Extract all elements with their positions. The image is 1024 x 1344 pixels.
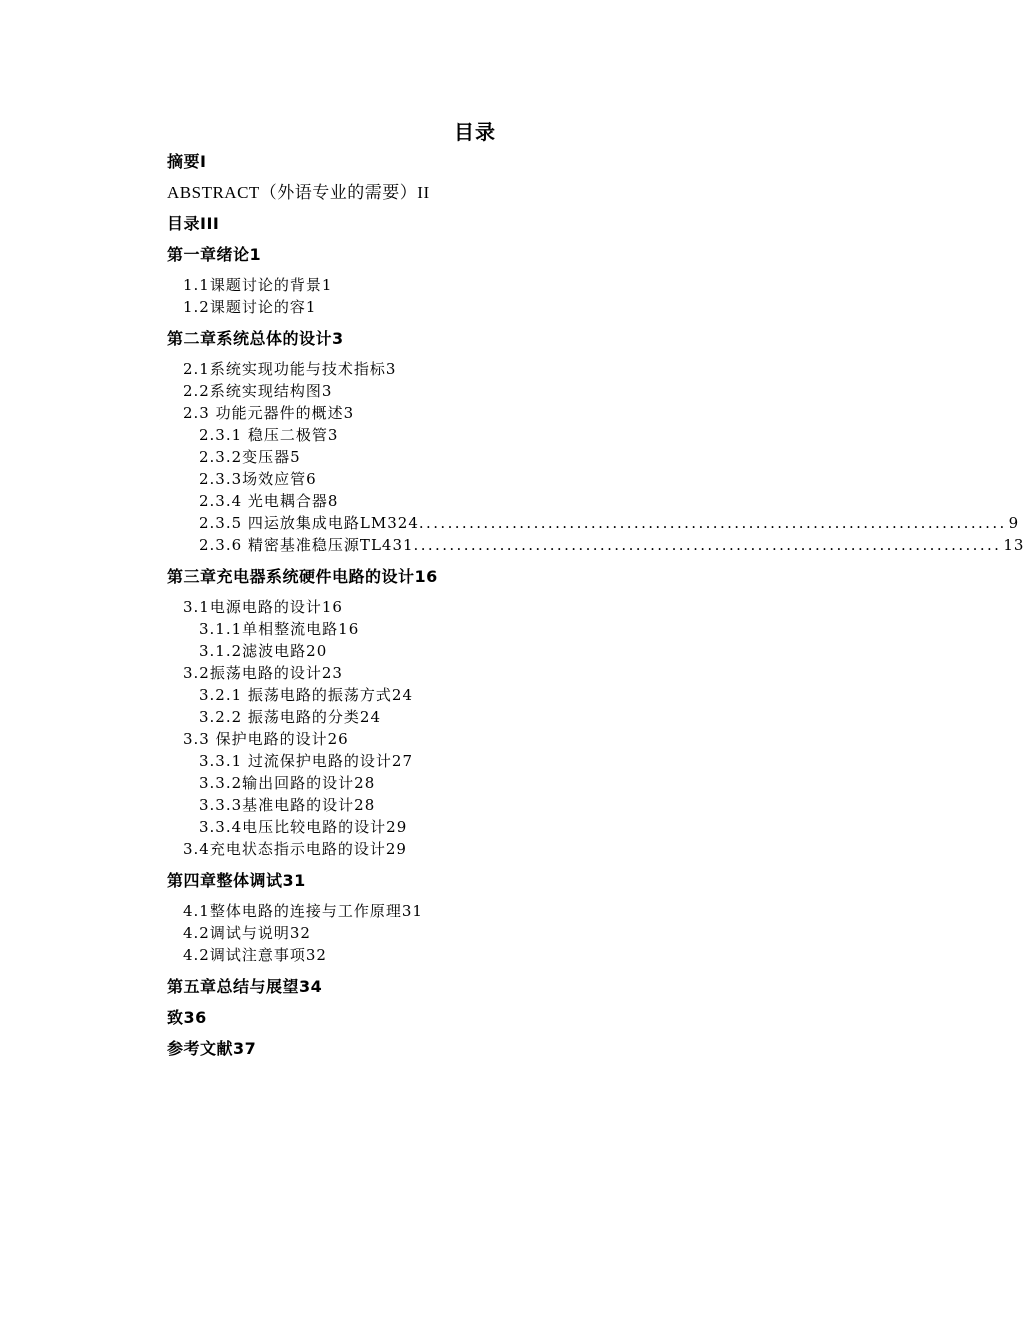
toc-chapter-1-sections (167, 274, 847, 318)
toc-section-3-4[interactable]: 3.4充电状态指示电路的设计29 (183, 840, 407, 858)
toc-section-3-3[interactable]: 3.3 保护电路的设计26 (183, 730, 349, 748)
toc-section-3-2[interactable]: 3.2振荡电路的设计23 (183, 664, 343, 682)
toc-chapter-5[interactable]: 第五章总结与展望34 (167, 977, 323, 996)
toc-entry-text: 2.3.6 精密基准稳压源TL431 (199, 536, 414, 554)
toc-section-1-1[interactable]: 1.1课题讨论的背景1 (183, 276, 333, 294)
toc-section-3-1-1[interactable]: 3.1.1单相整流电路16 (199, 620, 360, 638)
toc-section-2-3-3[interactable]: 2.3.3场效应管6 (199, 470, 317, 488)
toc-section-4-1[interactable]: 4.1整体电路的连接与工作原理31 (183, 902, 423, 920)
toc-section-3-3-2[interactable]: 3.3.2输出回路的设计28 (199, 774, 376, 792)
toc-section-2-3-6[interactable] (167, 534, 1024, 556)
toc-section-1-2[interactable]: 1.2课题讨论的容1 (183, 298, 317, 316)
toc-section-3-3-4[interactable]: 3.3.4电压比较电路的设计29 (199, 818, 408, 836)
toc-section-3-2-2[interactable]: 3.2.2 振荡电路的分类24 (199, 708, 382, 726)
dot-leader: .................................................................................. (413, 536, 1002, 554)
dot-leader: .................................................................................. (418, 514, 1007, 532)
toc-page-number: 9 (1008, 514, 1020, 532)
toc-section-2-1[interactable]: 2.1系统实现功能与技术指标3 (183, 360, 397, 378)
toc-chapter-4[interactable]: 第四章整体调试31 (167, 871, 306, 890)
toc-section-2-3-4[interactable]: 2.3.4 光电耦合器8 (199, 492, 339, 510)
toc-section-4-2b[interactable]: 4.2调试注意事项32 (183, 946, 327, 964)
toc-section-3-1-2[interactable]: 3.1.2滤波电路20 (199, 642, 328, 660)
toc-section-3-3-3[interactable]: 3.3.3基准电路的设计28 (199, 796, 376, 814)
toc-entry-abstract-cn[interactable]: 摘要I (167, 152, 207, 171)
toc-chapter-2[interactable]: 第二章系统总体的设计3 (167, 329, 344, 348)
toc-entry-contents[interactable]: 目录III (167, 214, 220, 233)
table-of-contents (167, 148, 1024, 1059)
toc-chapter-1[interactable]: 第一章绪论1 (167, 245, 262, 264)
page-title: 目录 (454, 120, 496, 144)
toc-entry-thanks[interactable]: 致36 (167, 1008, 207, 1027)
toc-chapter-3-sections (167, 596, 847, 860)
toc-section-2-3-2[interactable]: 2.3.2变压器5 (199, 448, 301, 466)
toc-section-2-3-1[interactable]: 2.3.1 稳压二极管3 (199, 426, 339, 444)
toc-section-2-2[interactable]: 2.2系统实现结构图3 (183, 382, 333, 400)
toc-entry-text: 2.3.5 四运放集成电路LM324 (199, 514, 419, 532)
toc-chapter-2-sections (167, 358, 1024, 556)
toc-chapter-3[interactable]: 第三章充电器系统硬件电路的设计16 (167, 567, 438, 586)
toc-page-number: 13 (1003, 536, 1024, 554)
toc-section-2-3-5[interactable] (167, 512, 1020, 534)
toc-entry-abstract-en[interactable]: ABSTRACT（外语专业的需要）II (167, 183, 430, 202)
toc-chapter-4-sections (167, 900, 847, 966)
toc-section-3-2-1[interactable]: 3.2.1 振荡电路的振荡方式24 (199, 686, 414, 704)
toc-section-2-3[interactable]: 2.3 功能元器件的概述3 (183, 404, 355, 422)
toc-section-3-3-1[interactable]: 3.3.1 过流保护电路的设计27 (199, 752, 414, 770)
toc-entry-references[interactable]: 参考文献37 (167, 1039, 257, 1058)
toc-section-4-2[interactable]: 4.2调试与说明32 (183, 924, 311, 942)
toc-section-3-1[interactable]: 3.1电源电路的设计16 (183, 598, 343, 616)
